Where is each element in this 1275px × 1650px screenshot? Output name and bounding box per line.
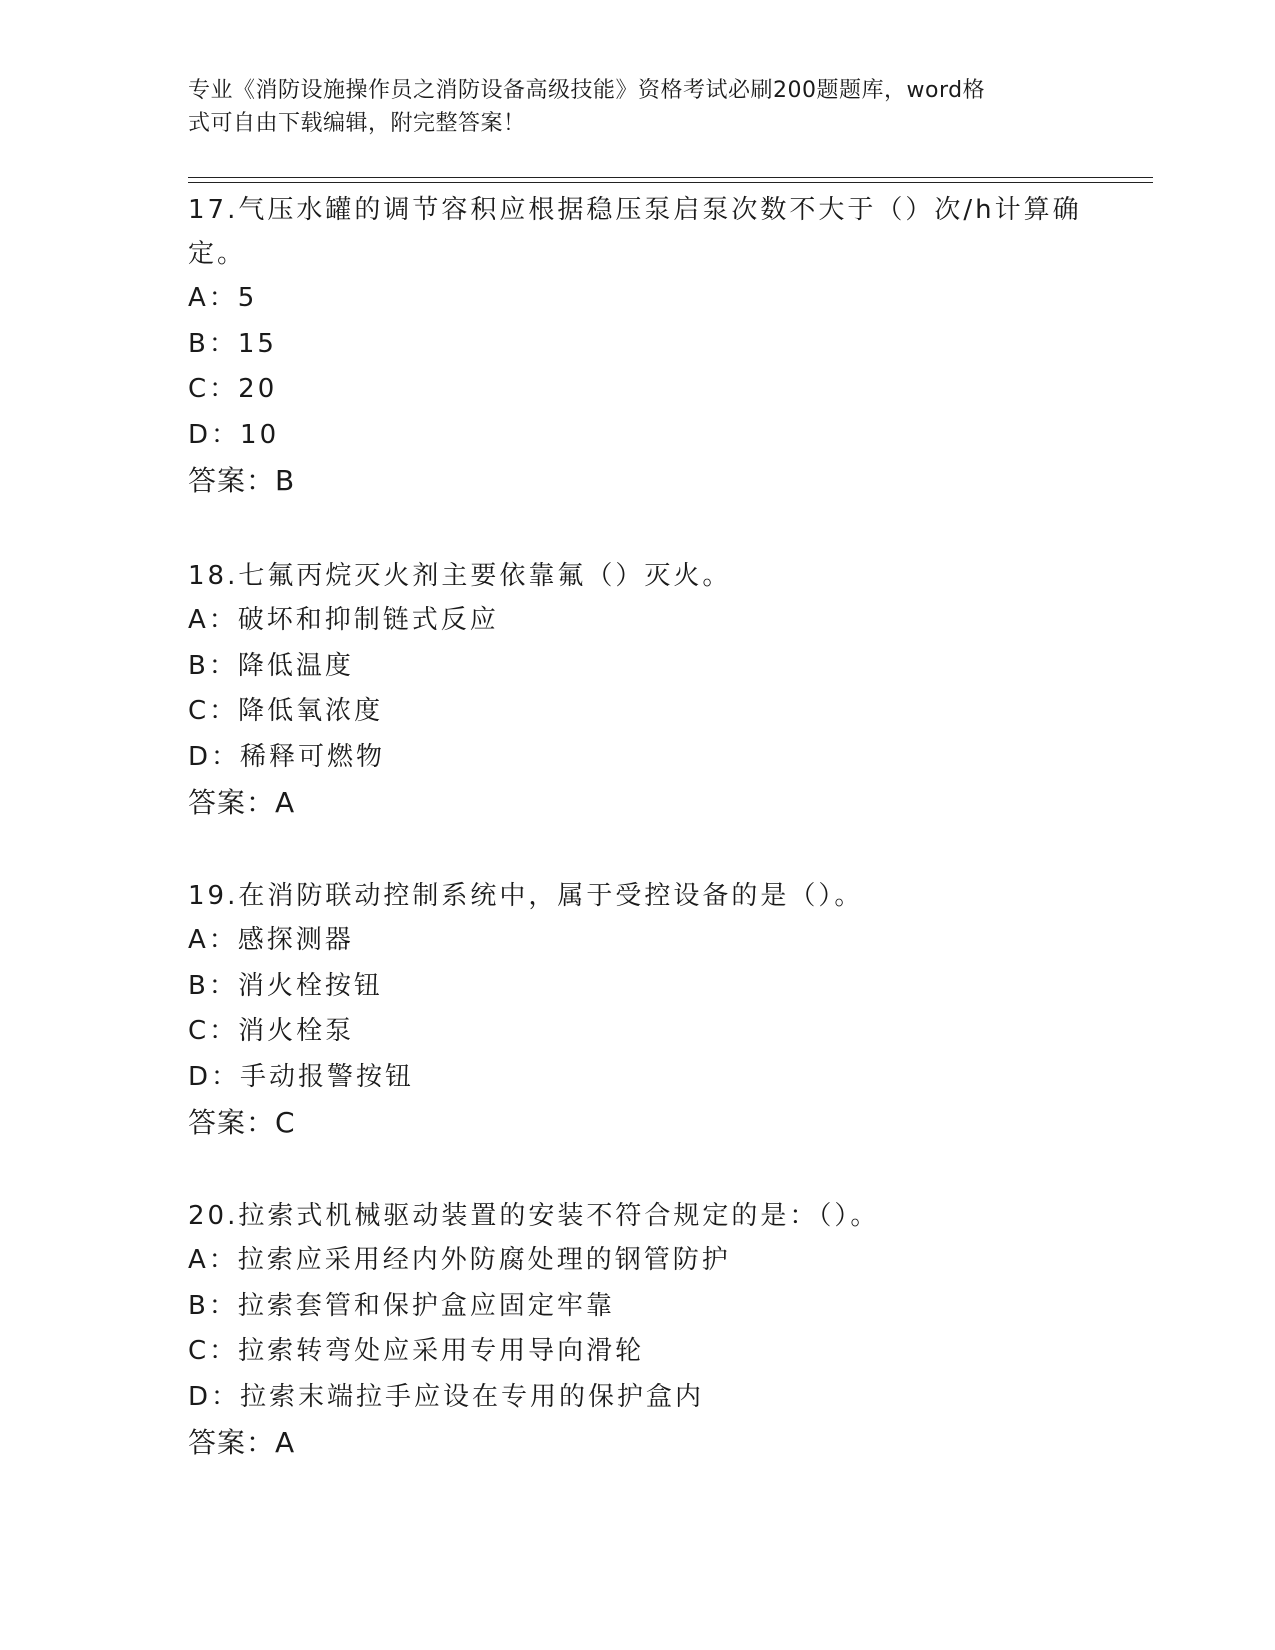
- option-a: A：拉索应采用经内外防腐处理的钢管防护: [188, 1245, 731, 1275]
- question-19: [188, 874, 1088, 1146]
- question-title: 19.在消防联动控制系统中，属于受控设备的是（）。: [188, 881, 864, 911]
- option-a: A：感探测器: [188, 925, 354, 955]
- option-b: B：消火栓按钮: [188, 970, 383, 1001]
- question-20: [188, 1194, 1088, 1466]
- option-c: C：拉索转弯处应采用专用导向滑轮: [188, 1336, 645, 1366]
- question-18: [188, 554, 1088, 826]
- header-divider-bottom: [188, 182, 1153, 183]
- option-d: D：手动报警按钮: [188, 1061, 415, 1092]
- option-a: A：5: [188, 283, 258, 313]
- option-d: D：拉索末端拉手应设在专用的保护盒内: [188, 1381, 705, 1412]
- question-title: 18.七氟丙烷灭火剂主要依靠氟（）灭火。: [188, 561, 732, 591]
- header-divider-top: [188, 177, 1153, 178]
- option-c: C：20: [188, 374, 278, 404]
- question-title-continued: 定。: [188, 239, 247, 269]
- option-c: C：消火栓泵: [188, 1016, 355, 1046]
- option-d: D：10: [188, 419, 280, 450]
- option-a: A：破坏和抑制链式反应: [188, 605, 499, 635]
- document-header: [188, 74, 1078, 140]
- question-title: 17.气压水罐的调节容积应根据稳压泵启泵次数不大于（）次/h计算确: [188, 195, 1082, 225]
- option-d: D：稀释可燃物: [188, 741, 386, 772]
- answer: 答案：C: [188, 1106, 296, 1139]
- answer: 答案：A: [188, 1426, 296, 1459]
- header-line-1: 专业《消防设施操作员之消防设备高级技能》资格考试必刷200题题库，word格: [188, 78, 986, 103]
- answer: 答案：B: [188, 464, 296, 497]
- question-17: [188, 188, 1088, 504]
- option-b: B：15: [188, 328, 277, 359]
- option-b: B：拉索套管和保护盒应固定牢靠: [188, 1290, 615, 1321]
- header-line-2: 式可自由下载编辑，附完整答案！: [188, 111, 526, 136]
- option-c: C：降低氧浓度: [188, 696, 384, 726]
- option-b: B：降低温度: [188, 650, 354, 681]
- answer: 答案：A: [188, 786, 296, 819]
- question-title: 20.拉索式机械驱动装置的安装不符合规定的是：（）。: [188, 1201, 880, 1231]
